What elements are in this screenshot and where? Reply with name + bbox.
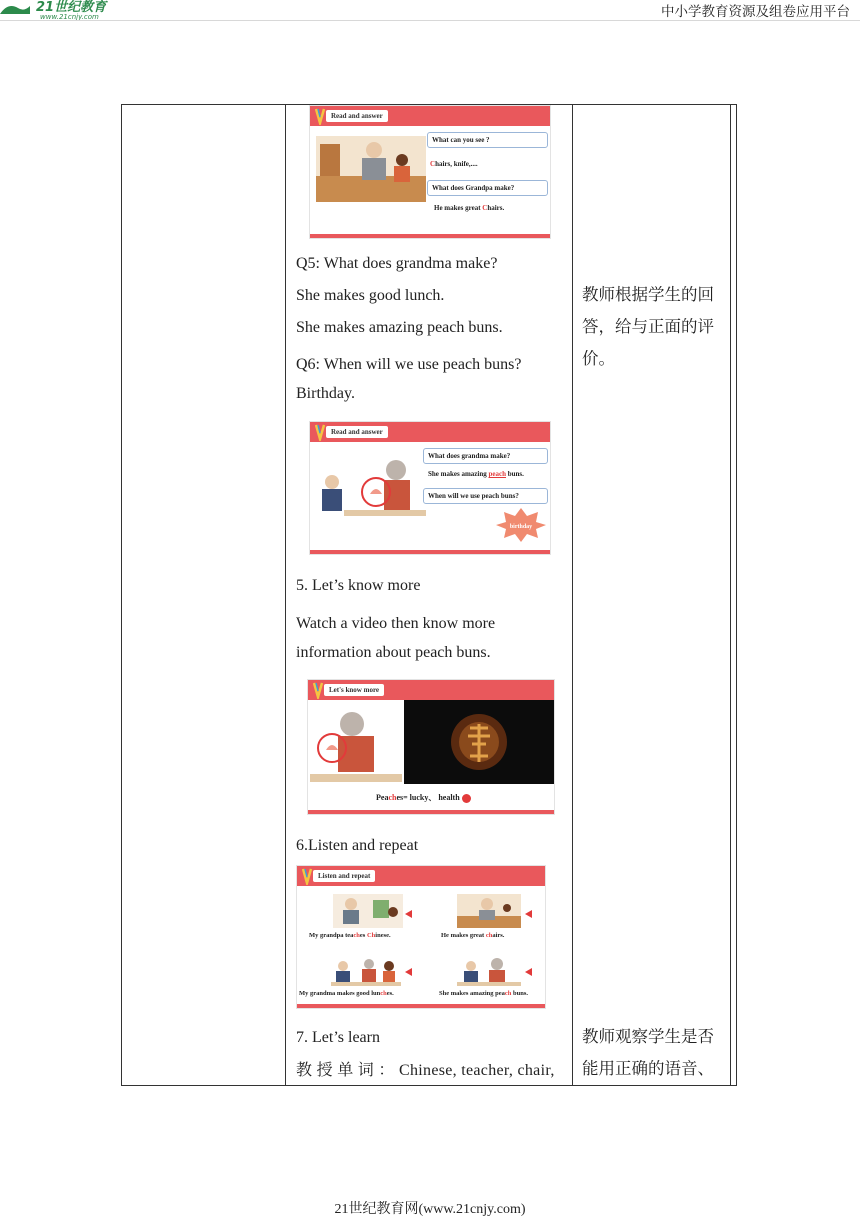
slide-tag: Let's know more <box>324 684 384 696</box>
slide-listen-and-repeat <box>296 865 546 1009</box>
speaker-icon[interactable] <box>525 910 532 918</box>
section-5-title: 5. Let’s know more <box>296 577 421 594</box>
platform-title: 中小学教育资源及组卷应用平台 <box>661 4 850 20</box>
column-divider <box>730 105 731 1085</box>
grandpa-chairs-illustration <box>457 894 521 928</box>
answer-5-line-1: She makes good lunch. <box>296 287 445 304</box>
video-frame <box>404 700 554 784</box>
question-box: What does grandma make? <box>423 448 548 464</box>
slide-tag: Read and answer <box>326 110 388 122</box>
slide-logo-icon <box>313 681 323 699</box>
teacher-note-2-line: 教师观察学生是否 <box>582 1027 714 1046</box>
lesson-table <box>121 104 737 1086</box>
answer-text: Chairs, knife,.... <box>430 160 478 168</box>
caption-1: My grandpa teaches Chinese. <box>309 932 391 939</box>
teacher-note-1 <box>582 279 714 375</box>
caption-2: He makes great chairs. <box>441 932 505 939</box>
slide-tag: Read and answer <box>326 426 388 438</box>
site-logo <box>0 0 160 20</box>
teacher-note-2-line: 能用正确的语音、 <box>582 1059 714 1078</box>
answer-6: Birthday. <box>296 385 355 402</box>
speaker-icon[interactable] <box>525 968 532 976</box>
page-footer: 21世纪教育网(www.21cnjy.com) <box>334 1202 526 1217</box>
teacher-note-1-line: 教师根据学生的回 <box>582 285 714 304</box>
grandma-holding-bun-illustration <box>310 704 402 790</box>
grandpa-workshop-illustration <box>316 136 426 202</box>
slide-lets-know-more <box>307 679 555 815</box>
question-box: When will we use peach buns? <box>423 488 548 504</box>
slide-logo-icon <box>302 867 312 885</box>
answer-text: He makes great Chairs. <box>434 204 505 212</box>
section-6-title: 6.Listen and repeat <box>296 837 419 854</box>
caption-4: She makes amazing peach buns. <box>439 990 529 997</box>
question-5: Q5: What does grandma make? <box>296 255 498 272</box>
column-divider <box>572 105 573 1085</box>
section-5-line-2: information about peach buns. <box>296 644 491 661</box>
slide-tag: Listen and repeat <box>313 870 375 882</box>
speaker-icon[interactable] <box>405 968 412 976</box>
question-box: What does Grandpa make? <box>427 180 548 196</box>
answer-text: She makes amazing peach buns. <box>428 470 524 478</box>
question-box: What can you see ? <box>427 132 548 148</box>
teacher-note-2 <box>582 1021 714 1085</box>
slide-read-and-answer-2 <box>309 421 551 555</box>
grandpa-teaching-illustration <box>333 894 403 928</box>
teacher-note-1-line: 价。 <box>582 349 615 368</box>
grandma-peach-buns-illustration <box>314 448 426 524</box>
section-7-title: 7. Let’s learn <box>296 1029 380 1046</box>
slide-footer-bar <box>310 234 550 238</box>
svg-text:www.21cnjy.com: www.21cnjy.com <box>40 13 99 20</box>
slide-caption: Peaches= lucky、 health <box>376 792 471 803</box>
caption-3: My grandma makes good lunches. <box>299 990 394 997</box>
birthday-star-label: birthday <box>509 524 533 530</box>
section-5-line-1: Watch a video then know more <box>296 615 496 632</box>
slide-footer-bar <box>310 550 550 554</box>
slide-footer-bar <box>308 810 554 814</box>
slide-logo-icon <box>315 423 325 441</box>
header-divider <box>0 20 860 21</box>
slide-logo-icon <box>315 107 325 125</box>
grandma-peach-buns-small-illustration <box>457 952 521 988</box>
slide-read-and-answer-1 <box>309 105 551 239</box>
column-divider <box>285 105 286 1085</box>
heart-icon <box>462 794 471 803</box>
video-player[interactable] <box>404 700 554 784</box>
section-7-line: 教 授 单 词 ： Chinese, teacher, chair, <box>296 1062 555 1079</box>
teacher-note-1-line: 答，给与正面的评 <box>582 317 714 336</box>
slide-footer-bar <box>297 1004 545 1008</box>
answer-5-line-2: She makes amazing peach buns. <box>296 319 503 336</box>
birthday-starburst <box>496 508 546 542</box>
family-lunch-illustration <box>331 952 401 988</box>
question-6: Q6: When will we use peach buns? <box>296 356 522 373</box>
speaker-icon[interactable] <box>405 910 412 918</box>
svg-text:21世纪教育: 21世纪教育 <box>36 0 107 15</box>
